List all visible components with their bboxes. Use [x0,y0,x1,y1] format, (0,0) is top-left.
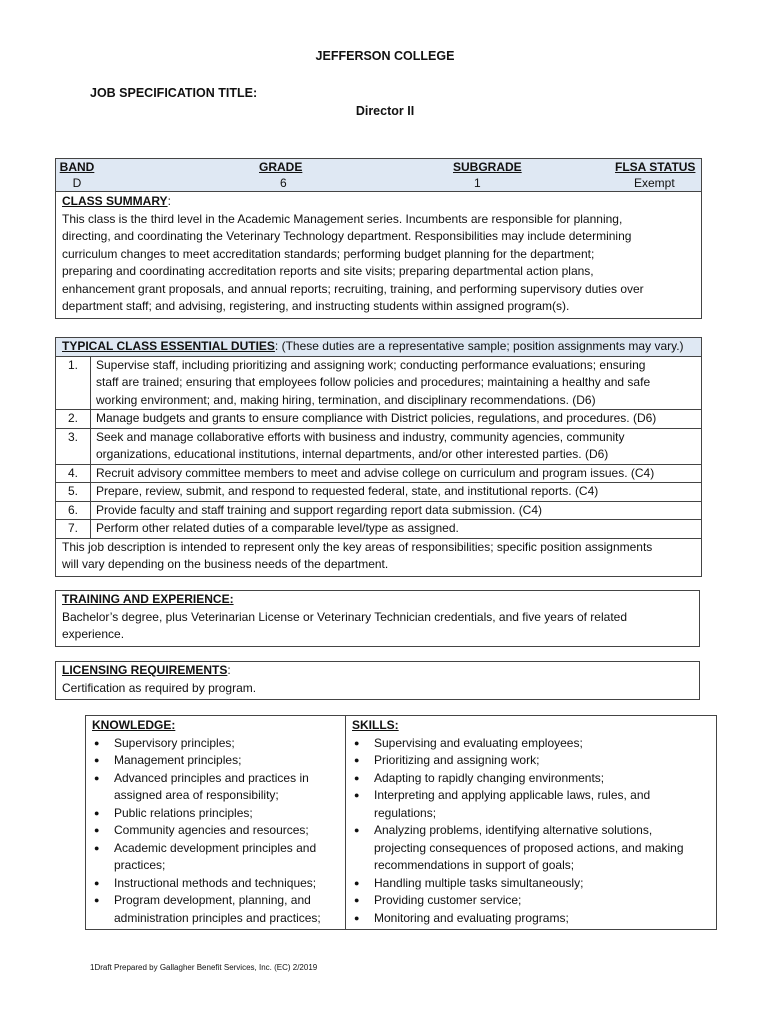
duties-heading-note: : (These duties are a representative sample; position assignments may vary.) [274,339,684,353]
band-value: D [72,176,82,190]
band-header: BAND [59,160,95,174]
duties-header [56,338,701,357]
summary-line: department staff; and advising, registering, and instructing students within assigned program(s). [62,299,570,313]
band-value-row [56,175,701,191]
duty-row [56,502,701,521]
subgrade-value: 1 [474,176,481,190]
training-line: experience. [62,627,125,641]
duty-number: 3. [56,429,91,464]
summary-line: enhancement grant proposals, and annual reports; recruiting, training, and performing supervisory duties over [62,281,644,296]
knowledge-column [86,716,346,929]
skills-item: ● Analyzing problems, identifying alternative solutions, projecting consequences of proposed actions, and making recommendations in support of goals; [352,822,710,875]
knowledge-item: ● Community agencies and resources; [92,822,339,840]
skills-item: ● Providing customer service; [352,892,710,910]
knowledge-item: ● Public relations principles; [92,805,339,823]
footer-note: 1Draft Prepared by Gallagher Benefit Services, Inc. (EC) 2/2019 [90,963,318,972]
duty-number: 6. [56,502,91,520]
duty-line: organizations, educational institutions, internal departments, and/or other interested parties. (D6) [96,447,609,461]
knowledge-item: ● Management principles; [92,752,339,770]
duty-number: 7. [56,520,91,538]
duty-line: Prepare, review, submit, and respond to requested federal, state, and institutional reports. (C4) [96,484,599,498]
class-summary: CLASS SUMMARY: This class is the third level in the Academic Management series. Incumbents are responsible for planning, directing, and coordinating the Veterinary Technology department. Responsibilities may include determining curriculum changes to meet accreditation standards; performing budget planning for the department; preparing and coordinating accreditation reports and site visits; preparing departmental action plans, enhancement grant proposals, and annual reports; recruiting, training, and performing supervisory duties over department staff; and advising, registering, and instructing students within assigned program(s). [56,191,701,318]
skills-heading: SKILLS: [352,718,399,732]
skills-item: ● Monitoring and evaluating programs; [352,910,710,928]
knowledge-skills-table [85,715,717,930]
duty-line: Supervise staff, including prioritizing and assigning work; conducting performance evaluations; ensuring [96,357,646,372]
duty-line: Recruit advisory committee members to meet and advise college on curriculum and program issues. (C4) [96,465,655,480]
duty-line: Perform other related duties of a comparable level/type as assigned. [96,521,459,535]
duty-line: Provide faculty and staff training and support regarding report data submission. (C4) [96,502,543,517]
duty-number: 2. [56,410,91,428]
summary-line: directing, and coordinating the Veterinary Technology department. Responsibilities may include determining [62,229,632,243]
skills-column [346,716,716,929]
position-title: Director II [355,104,415,118]
duty-line: staff are trained; ensuring that employees follow policies and procedures; maintaining a healthy and safe [96,375,651,389]
skills-item: ● Handling multiple tasks simultaneously; [352,875,710,893]
duty-number: 5. [56,483,91,501]
duty-line: Manage budgets and grants to ensure compliance with District policies, regulations, and procedures. (D6) [96,411,657,425]
duty-row [56,410,701,429]
knowledge-item: ● Academic development principles and practices; [92,840,339,875]
duties-note-line: This job description is intended to represent only the key areas of responsibilities; specific position assignments [62,539,653,554]
band-header-row [56,159,701,175]
licensing-box [55,661,700,700]
duty-number: 4. [56,465,91,483]
knowledge-item: ● Instructional methods and techniques; [92,875,339,893]
grade-value: 6 [280,176,287,190]
college-name: JEFFERSON COLLEGE [315,49,455,63]
knowledge-item: ● Program development, planning, and administration principles and practices; [92,892,339,927]
summary-line: curriculum changes to meet accreditation standards; performing budget planning for the department; [62,246,595,261]
duty-row [56,429,701,465]
training-line: Bachelor’s degree, plus Veterinarian License or Veterinary Technician credentials, and five years of related [62,609,628,624]
duties-note-line: will vary depending on the business needs of the department. [62,557,389,571]
duties-table [55,337,702,577]
skills-item: ● Supervising and evaluating employees; [352,735,710,753]
licensing-heading-suffix: : [227,663,231,677]
licensing-text: Certification as required by program. [62,680,257,695]
duty-row [56,357,701,411]
knowledge-item: ● Advanced principles and practices in assigned area of responsibility; [92,770,339,805]
duty-line: working environment; and, making hiring, termination, and disciplinary recommendations. (D6) [96,392,596,407]
skills-item: ● Adapting to rapidly changing environments; [352,770,710,788]
licensing-heading: LICENSING REQUIREMENTS [62,663,228,677]
duties-note [56,539,701,576]
skills-item: ● Prioritizing and assigning work; [352,752,710,770]
subgrade-header: SUBGRADE [453,160,522,174]
duty-number: 1. [56,357,91,410]
knowledge-item: ● Supervisory principles; [92,735,339,753]
grade-header: GRADE [259,160,303,174]
duties-heading: TYPICAL CLASS ESSENTIAL DUTIES [62,339,275,353]
training-experience-box [55,590,700,647]
duty-line: Seek and manage collaborative efforts with business and industry, community agencies, community [96,429,625,444]
summary-line: This class is the third level in the Academic Management series. Incumbents are responsible for planning, [62,211,623,226]
knowledge-heading: KNOWLEDGE: [92,718,176,732]
job-spec-title-label: JOB SPECIFICATION TITLE: [90,86,258,100]
training-heading: TRAINING AND EXPERIENCE: [62,592,234,606]
skills-item: ● Interpreting and applying applicable laws, rules, and regulations; [352,787,710,822]
duty-row [56,520,701,539]
flsa-status-header: FLSA STATUS [615,160,696,174]
flsa-status-value: Exempt [634,176,675,190]
duty-row [56,483,701,502]
summary-line: preparing and coordinating accreditation reports and site visits; preparing departmental action plans, [62,264,594,278]
duty-row [56,465,701,484]
band-summary-table [55,158,702,319]
class-summary-heading: CLASS SUMMARY [62,194,168,208]
